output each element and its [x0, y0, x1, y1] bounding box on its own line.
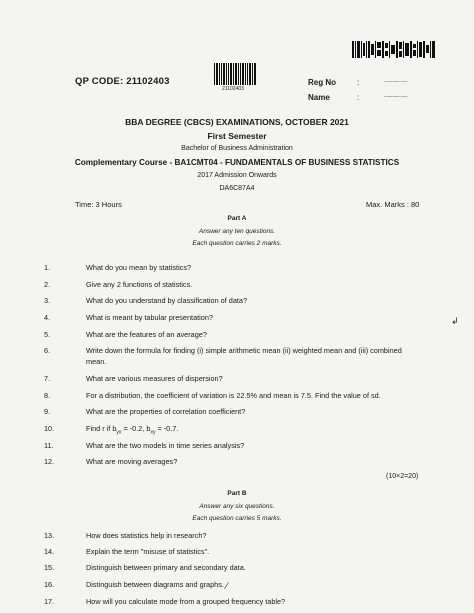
question-number: 15.	[44, 563, 55, 572]
question-text: Explain the term "misuse of statistics".	[86, 547, 210, 556]
question-number: 14.	[44, 547, 55, 556]
question-item	[44, 280, 192, 289]
question-text: What are moving averages?	[86, 457, 178, 466]
question-text: For a distribution, the coefficient of variation is 22.5% and mean is 7.5. Find the value of sd.	[86, 391, 381, 400]
question-number: 9.	[44, 407, 51, 416]
question-item	[44, 263, 191, 272]
question-number: 12.	[44, 457, 55, 466]
question-item	[44, 580, 224, 589]
name-colon: :	[357, 93, 360, 102]
question-text: What are the properties of correlation coefficient?	[86, 407, 246, 416]
question-text: Write down the formula for finding (i) simple arithmetic mean (ii) weighted mean and (iii) combined	[86, 346, 402, 355]
name-field: ....................	[384, 93, 408, 99]
question-text: Distinguish between primary and secondary data.	[86, 563, 246, 572]
question-item	[44, 457, 177, 466]
question-text: What are the features of an average?	[86, 330, 207, 339]
question-item	[44, 346, 402, 355]
question-number: 7.	[44, 374, 51, 383]
question-number: 11.	[44, 441, 54, 450]
course-title: Complementary Course - BA1CMT04 - FUNDAMENTALS OF BUSINESS STATISTICS	[74, 158, 400, 167]
question-text: Distinguish between diagrams and graphs.	[86, 580, 224, 589]
part-a-total-marks: (10×2=20)	[386, 473, 419, 480]
question-text: What are various measures of dispersion?	[86, 374, 223, 383]
reg-no-colon: :	[357, 78, 360, 87]
question-item	[44, 531, 206, 540]
question-text: How does statistics help in research?	[86, 531, 207, 540]
qp-code: QP CODE: 21102403	[75, 76, 170, 87]
question-number: 5.	[44, 330, 51, 339]
exam-title: BBA DEGREE (CBCS) EXAMINATIONS, OCTOBER 2021	[125, 117, 349, 127]
barcode-center	[214, 63, 256, 85]
question-number: 4.	[44, 313, 51, 322]
question-number: 8.	[44, 391, 51, 400]
question-item	[44, 563, 246, 572]
program: Bachelor of Business Administration	[181, 145, 293, 152]
part-a-marks-note: Each question carries 2 marks.	[192, 240, 282, 247]
question-text: What are the two models in time series analysis?	[86, 441, 245, 450]
paper-code: DA6C87A4	[219, 185, 255, 192]
question-number: 13.	[44, 531, 55, 540]
question-item	[44, 407, 245, 416]
pen-stroke-mark-icon: ⁄	[226, 581, 228, 591]
question-number: 17.	[44, 597, 55, 606]
question-item	[44, 424, 178, 435]
question-text: Give any 2 functions of statistics.	[86, 280, 193, 289]
question-text-continued: mean.	[86, 357, 107, 366]
question-item	[44, 441, 244, 450]
question-text: How will you calculate mode from a grouped frequency table?	[86, 597, 286, 606]
part-a-instruction: Answer any ten questions.	[198, 228, 276, 235]
reg-no-label: Reg No	[308, 78, 336, 87]
question-text: What do you understand by classification of data?	[86, 296, 248, 305]
question-item	[44, 374, 223, 383]
part-b-instruction: Answer any six questions.	[199, 503, 275, 510]
time-allowed: Time: 3 Hours	[75, 200, 122, 209]
question-item	[44, 330, 207, 339]
question-number: 16.	[44, 580, 55, 589]
margin-pen-mark-icon: ↲	[451, 316, 459, 326]
question-item	[44, 313, 213, 322]
question-text: What do you mean by statistics?	[86, 263, 192, 272]
question-item	[44, 547, 209, 556]
question-item	[44, 391, 381, 400]
part-b-title: Part B	[227, 490, 247, 497]
question-item	[44, 597, 285, 606]
max-marks: Max. Marks : 80	[366, 200, 420, 209]
question-text: Find r if $b_{yx} = -0.2$, $b_{xy} = -0.7$.	[86, 424, 179, 436]
question-number: 6.	[44, 346, 51, 355]
semester: First Semester	[207, 131, 267, 141]
question-number: 2.	[44, 280, 51, 289]
question-item	[44, 296, 247, 305]
barcode-top-right	[352, 41, 436, 58]
barcode-number: 21102403	[222, 86, 244, 92]
part-b-marks-note: Each question carries 5 marks.	[192, 515, 282, 522]
reg-no-field: ....................	[384, 78, 408, 84]
admission-note: 2017 Admission Onwards	[197, 172, 277, 179]
name-label: Name	[308, 93, 330, 102]
question-number: 1.	[44, 263, 51, 272]
part-a-title: Part A	[227, 215, 247, 222]
question-number: 10.	[44, 424, 55, 433]
question-text: What is meant by tabular presentation?	[86, 313, 213, 322]
question-number: 3.	[44, 296, 51, 305]
